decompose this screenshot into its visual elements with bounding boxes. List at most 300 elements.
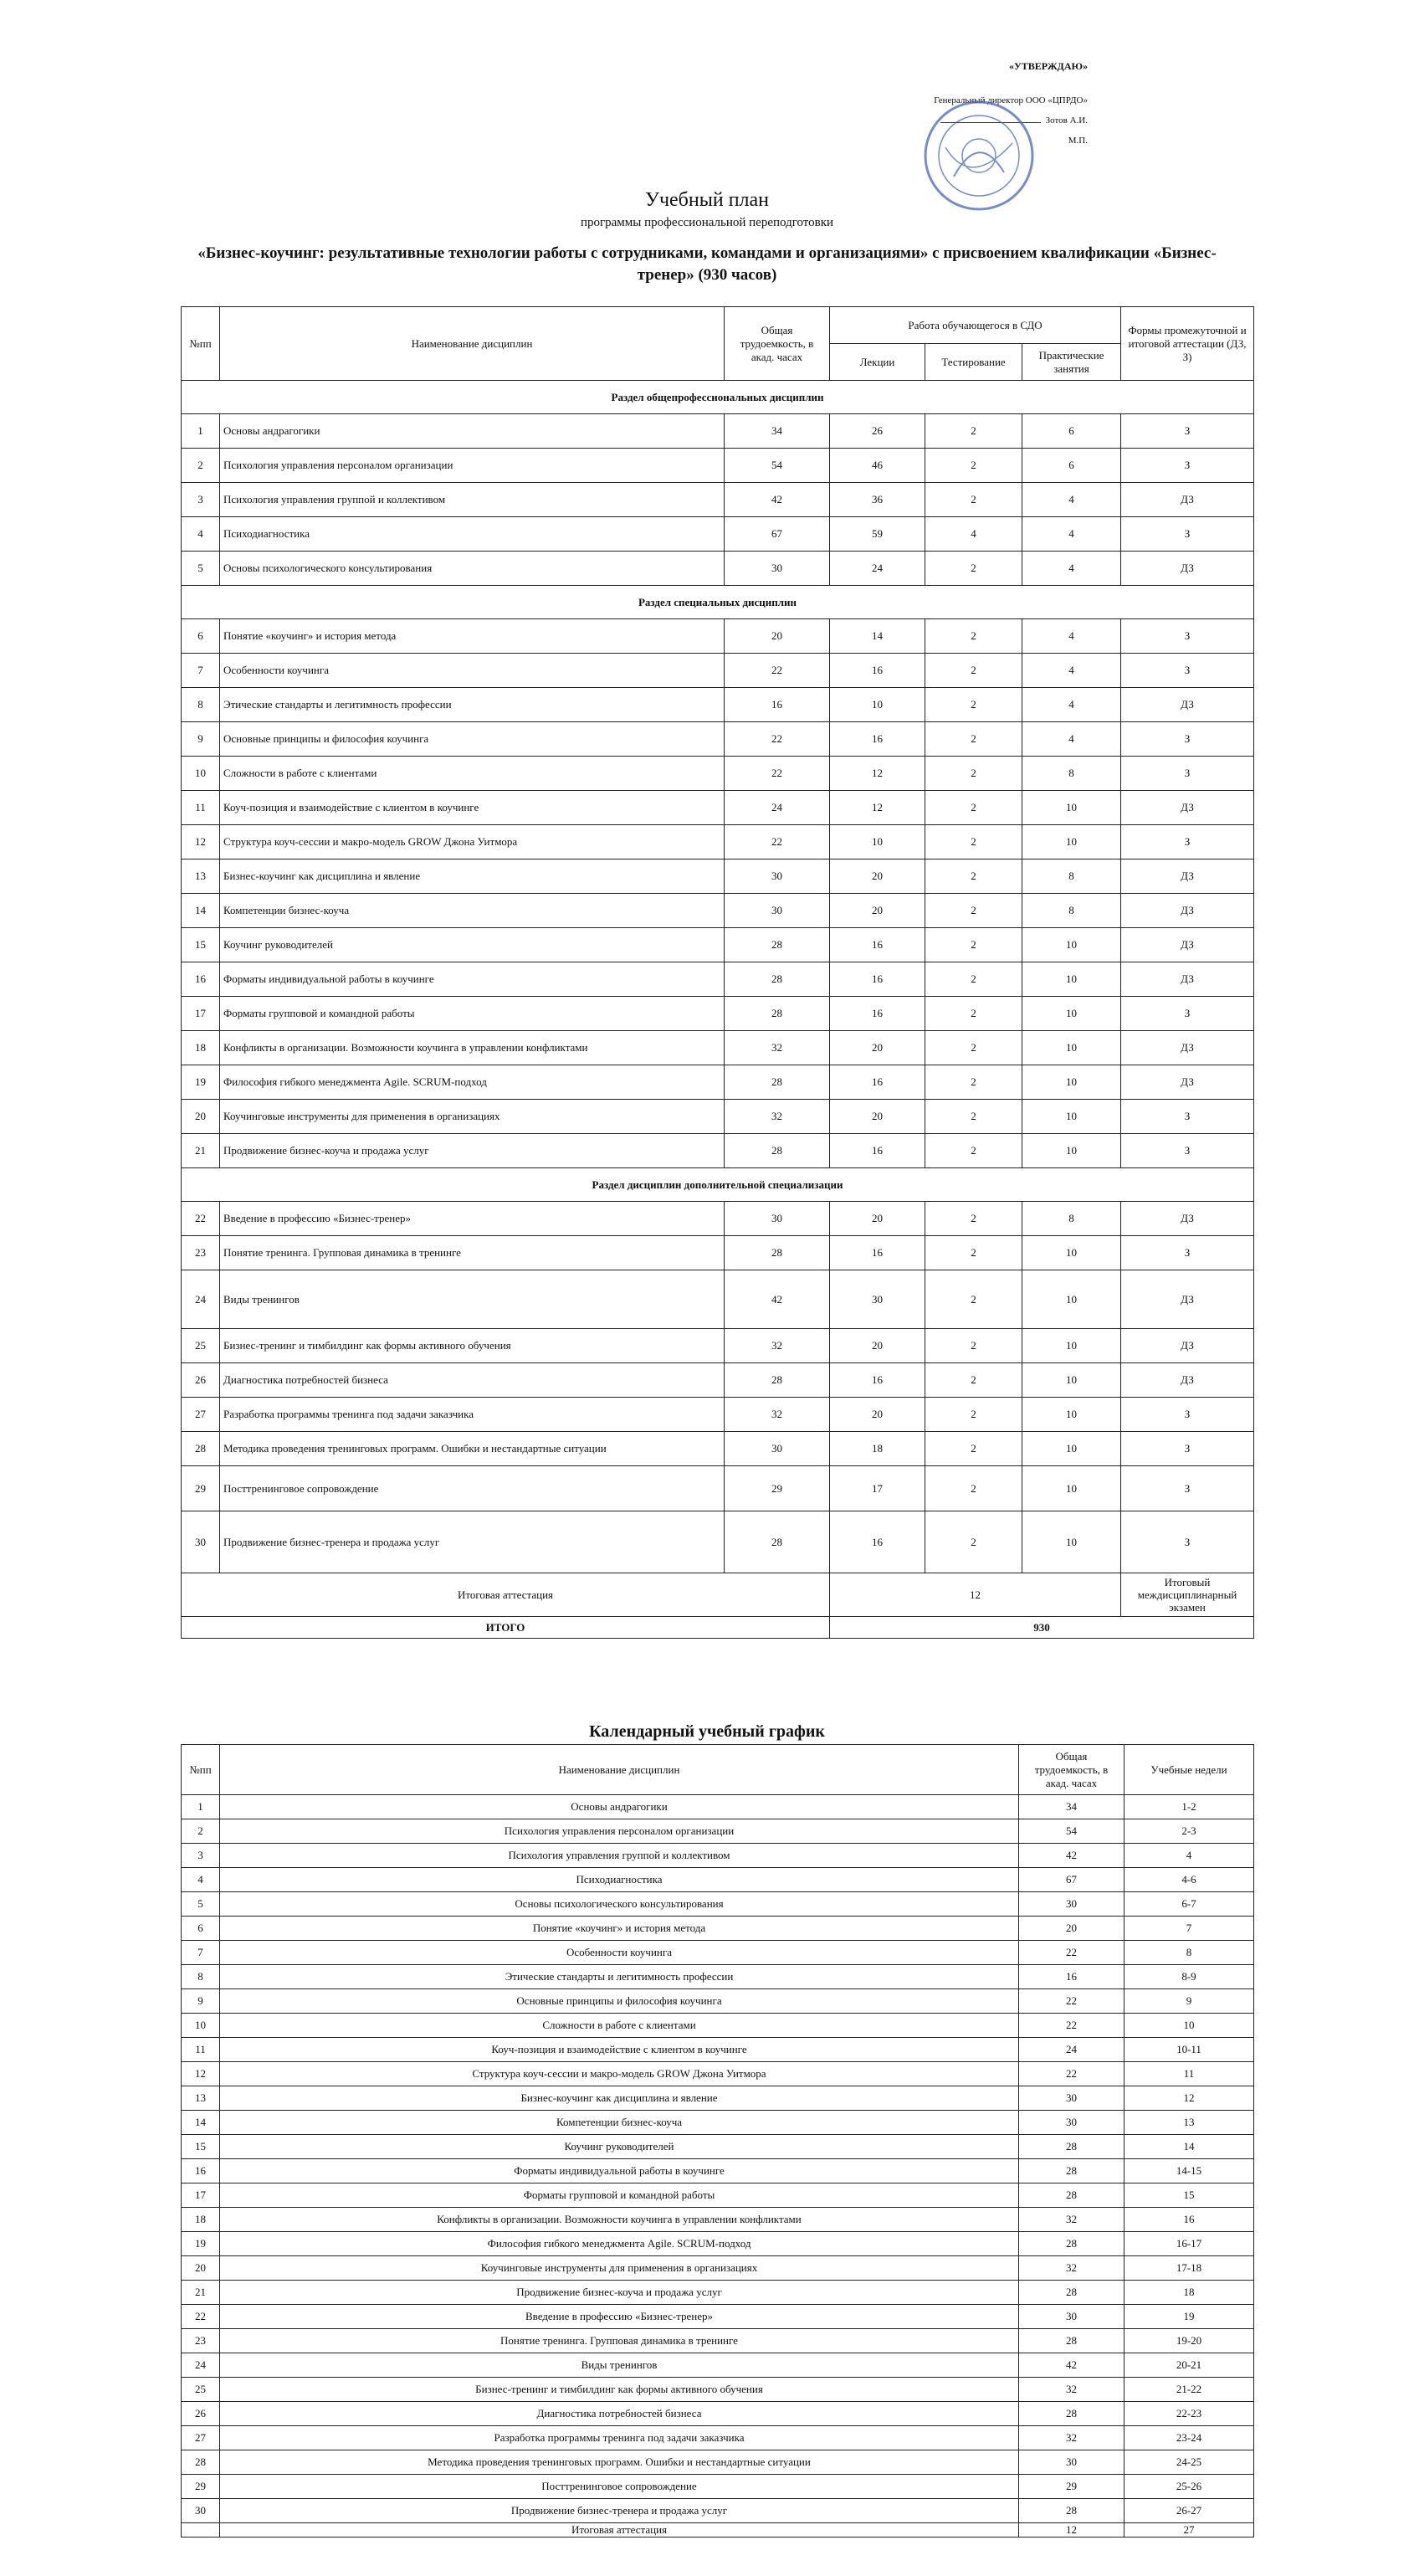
table-row [182,825,1254,860]
cell-num: 22 [182,1202,220,1236]
cell-form: ДЗ [1121,1363,1254,1398]
calendar-title: Календарный учебный график [589,1722,825,1741]
cal-cell-hours: 54 [1019,1819,1125,1844]
cell-hours: 28 [725,1511,830,1573]
cell-lectures: 30 [830,1270,925,1329]
table-row [182,1270,1254,1329]
cell-name: Конфликты в организации. Возможности коучинга в управлении конфликтами [220,1031,725,1065]
cell-hours: 22 [725,757,830,791]
cell-testing: 2 [925,1432,1022,1466]
cell-num: 24 [182,1270,220,1329]
cell-hours: 32 [725,1329,830,1363]
cal-cell-num: 24 [182,2353,220,2378]
cell-name: Сложности в работе с клиентами [220,757,725,791]
cell-num: 15 [182,928,220,962]
cal-cell-num: 2 [182,1819,220,1844]
cell-practice: 4 [1022,619,1121,654]
cell-name: Основы психологического консультирования [220,552,725,586]
cal-cell-name: Продвижение бизнес-тренера и продажа услуг [220,2499,1019,2523]
cell-form: З [1121,722,1254,757]
cell-num: 30 [182,1511,220,1573]
cal-cell-hours: 16 [1019,1965,1125,1989]
cell-hours: 28 [725,1065,830,1100]
cal-cell-name: Понятие тренинга. Групповая динамика в тренинге [220,2329,1019,2353]
cal-cell-hours: 24 [1019,2038,1125,2062]
cell-lectures: 16 [830,997,925,1031]
cell-hours: 32 [725,1398,830,1432]
cell-practice: 10 [1022,928,1121,962]
cal-cell-name: Особенности коучинга [220,1941,1019,1965]
cal-cell-num: 10 [182,2014,220,2038]
cell-num: 5 [182,552,220,586]
cell-hours: 30 [725,894,830,928]
section-title: Раздел дисциплин дополнительной специализации [182,1168,1254,1202]
cal-cell-name: Коуч-позиция и взаимодействие с клиентом в коучинге [220,2038,1019,2062]
cell-name: Методика проведения тренинговых программ. Ошибки и нестандартные ситуации [220,1432,725,1466]
calendar-row [182,1819,1254,1844]
table-row [182,1466,1254,1511]
cell-form: ДЗ [1121,1065,1254,1100]
cell-form: ДЗ [1121,894,1254,928]
cell-lectures: 16 [830,722,925,757]
cal-cell-hours: 28 [1019,2329,1125,2353]
cell-name: Бизнес-тренинг и тимбилдинг как формы активного обучения [220,1329,725,1363]
cell-form: ДЗ [1121,860,1254,894]
cell-lectures: 16 [830,928,925,962]
cal-cell-hours: 42 [1019,2353,1125,2378]
calendar-row [182,2135,1254,2159]
cell-name: Психодиагностика [220,517,725,552]
cell-form: З [1121,997,1254,1031]
cal-cell-num: 4 [182,1868,220,1892]
cell-name: Структура коуч-сессии и макро-модель GROW Джона Уитмора [220,825,725,860]
cal-cell-name: Психология управления группой и коллективом [220,1844,1019,1868]
cal-cell-name: Основы андрагогики [220,1795,1019,1819]
calendar-row [182,1795,1254,1819]
cell-practice: 10 [1022,1065,1121,1100]
cell-practice: 10 [1022,1100,1121,1134]
cal-cell-name: Форматы групповой и командной работы [220,2183,1019,2208]
cell-testing: 2 [925,791,1022,825]
cell-hours: 42 [725,1270,830,1329]
table-row [182,860,1254,894]
cell-name: Разработка программы тренинга под задачи заказчика [220,1398,725,1432]
cell-practice: 10 [1022,791,1121,825]
table-row [182,1031,1254,1065]
cell-form: З [1121,1466,1254,1511]
cal-final-hours: 12 [1019,2523,1125,2538]
cell-name: Виды тренингов [220,1270,725,1329]
cell-form: З [1121,757,1254,791]
cell-num: 26 [182,1363,220,1398]
cell-practice: 10 [1022,1270,1121,1329]
cal-cell-hours: 22 [1019,2014,1125,2038]
cell-name: Этические стандарты и легитимность профессии [220,688,725,722]
calendar-table [181,1744,1254,2538]
cell-testing: 2 [925,1363,1022,1398]
cell-hours: 28 [725,1134,830,1168]
cal-cell-hours: 28 [1019,2281,1125,2305]
calendar-row [182,2183,1254,2208]
cell-form: З [1121,1398,1254,1432]
cell-lectures: 16 [830,1236,925,1270]
cell-form: ДЗ [1121,962,1254,997]
cell-hours: 28 [725,928,830,962]
cell-testing: 2 [925,1134,1022,1168]
table-row [182,1065,1254,1100]
final-form: Итоговый междисциплинарный экзамен [1121,1573,1254,1617]
cell-num: 23 [182,1236,220,1270]
cal-cell-num: 13 [182,2086,220,2111]
cell-practice: 10 [1022,1134,1121,1168]
table-row [182,1202,1254,1236]
table-row [182,414,1254,449]
cal-cell-name: Основы психологического консультирования [220,1892,1019,1917]
section-title: Раздел специальных дисциплин [182,586,1254,619]
cal-cell-weeks: 7 [1125,1917,1254,1941]
cal-cell-weeks: 13 [1125,2111,1254,2135]
calendar-row [182,2499,1254,2523]
cal-cell-hours: 32 [1019,2426,1125,2450]
cell-num: 8 [182,688,220,722]
section-row [182,381,1254,414]
cal-cell-name: Философия гибкого менеджмента Agile. SCRUM-подход [220,2232,1019,2256]
col-practice-header: Практические занятия [1022,344,1121,381]
cal-cell-name: Сложности в работе с клиентами [220,2014,1019,2038]
approval-position: Генеральный директор ООО «ЦПРДО» [934,95,1088,105]
calendar-row [182,1941,1254,1965]
cell-num: 19 [182,1065,220,1100]
cal-final-name: Итоговая аттестация [220,2523,1019,2538]
approval-name-text: Зотов А.И. [1045,115,1088,126]
cell-num: 2 [182,449,220,483]
cal-cell-name: Посттренинговое сопровождение [220,2475,1019,2499]
cell-form: ДЗ [1121,1031,1254,1065]
total-label: ИТОГО [182,1617,830,1639]
cal-cell-num: 26 [182,2402,220,2426]
cell-form: ДЗ [1121,1270,1254,1329]
table-row [182,688,1254,722]
cell-hours: 30 [725,1432,830,1466]
cal-cell-hours: 42 [1019,1844,1125,1868]
cell-hours: 54 [725,449,830,483]
table-row [182,654,1254,688]
table-row [182,619,1254,654]
cell-name: Основы андрагогики [220,414,725,449]
cal-cell-hours: 30 [1019,2305,1125,2329]
calendar-row [182,2159,1254,2183]
cal-cell-weeks: 23-24 [1125,2426,1254,2450]
cal-cell-hours: 28 [1019,2232,1125,2256]
calendar-row [182,1917,1254,1941]
cal-cell-name: Основные принципы и философия коучинга [220,1989,1019,2014]
cell-lectures: 10 [830,688,925,722]
cal-cell-weeks: 15 [1125,2183,1254,2208]
table-row [182,928,1254,962]
cal-cell-weeks: 4 [1125,1844,1254,1868]
table-row [182,757,1254,791]
cal-cell-name: Бизнес-тренинг и тимбилдинг как формы активного обучения [220,2378,1019,2402]
cell-testing: 2 [925,1236,1022,1270]
cell-practice: 6 [1022,449,1121,483]
cell-name: Форматы групповой и командной работы [220,997,725,1031]
program-name: «Бизнес-коучинг: результативные технологии работы с сотрудниками, командами и организациями» с присвоением квалификации «Бизнес-тренер» (930 часов) [197,244,1217,284]
cal-cell-weeks: 16 [1125,2208,1254,2232]
curriculum-table [181,306,1254,1639]
cell-practice: 10 [1022,1511,1121,1573]
table-row [182,1329,1254,1363]
cal-cell-weeks: 10 [1125,2014,1254,2038]
cell-practice: 10 [1022,1236,1121,1270]
cell-practice: 6 [1022,414,1121,449]
cell-form: З [1121,1134,1254,1168]
calendar-row [182,1989,1254,2014]
cell-num: 1 [182,414,220,449]
final-label: Итоговая аттестация [182,1573,830,1617]
cell-testing: 2 [925,1398,1022,1432]
cal-cell-num: 28 [182,2450,220,2475]
calendar-row [182,2281,1254,2305]
calendar-row [182,2111,1254,2135]
cal-col-name-header: Наименование дисциплин [220,1745,1019,1795]
calendar-row [182,2305,1254,2329]
cell-practice: 8 [1022,860,1121,894]
calendar-row [182,1965,1254,1989]
col-work-header: Работа обучающегося в СДО [830,307,1121,344]
calendar-row [182,2038,1254,2062]
cell-hours: 28 [725,997,830,1031]
cell-num: 10 [182,757,220,791]
section-title: Раздел общепрофессиональных дисциплин [182,381,1254,414]
cell-practice: 4 [1022,688,1121,722]
cal-cell-name: Психология управления персоналом организации [220,1819,1019,1844]
cell-hours: 24 [725,791,830,825]
cal-col-hours-header: Общая трудоемкость, в акад. часах [1019,1745,1125,1795]
cal-cell-name: Коучинговые инструменты для применения в организациях [220,2256,1019,2281]
cell-name: Понятие «коучинг» и история метода [220,619,725,654]
cell-practice: 8 [1022,757,1121,791]
cell-form: ДЗ [1121,552,1254,586]
cal-cell-name: Виды тренингов [220,2353,1019,2378]
table-row [182,449,1254,483]
cell-name: Продвижение бизнес-тренера и продажа услуг [220,1511,725,1573]
col-forms-header: Формы промежуточной и итоговой аттестации (ДЗ, З) [1121,307,1254,381]
cal-cell-num: 15 [182,2135,220,2159]
cal-cell-name: Методика проведения тренинговых программ. Ошибки и нестандартные ситуации [220,2450,1019,2475]
cell-testing: 2 [925,722,1022,757]
table-row [182,517,1254,552]
cell-num: 18 [182,1031,220,1065]
cell-num: 27 [182,1398,220,1432]
cell-lectures: 10 [830,825,925,860]
table-row [182,894,1254,928]
cell-form: ДЗ [1121,688,1254,722]
cal-cell-hours: 34 [1019,1795,1125,1819]
col-hours-header: Общая трудоемкость, в акад. часах [725,307,830,381]
cell-form: З [1121,1511,1254,1573]
cal-cell-weeks: 26-27 [1125,2499,1254,2523]
cell-num: 25 [182,1329,220,1363]
calendar-row [182,2232,1254,2256]
cal-col-num-header: №пп [182,1745,220,1795]
cal-cell-hours: 22 [1019,1989,1125,2014]
cell-name: Основные принципы и философия коучинга [220,722,725,757]
plan-title: Учебный план [644,189,770,211]
cal-cell-num: 7 [182,1941,220,1965]
cal-cell-weeks: 20-21 [1125,2353,1254,2378]
cell-lectures: 24 [830,552,925,586]
cell-testing: 2 [925,1065,1022,1100]
cell-practice: 10 [1022,825,1121,860]
cell-practice: 10 [1022,1432,1121,1466]
cell-hours: 20 [725,619,830,654]
cal-cell-weeks: 8-9 [1125,1965,1254,1989]
cal-cell-weeks: 17-18 [1125,2256,1254,2281]
cell-practice: 4 [1022,722,1121,757]
cal-cell-num: 29 [182,2475,220,2499]
final-attestation-row [182,1573,1254,1617]
cell-num: 7 [182,654,220,688]
cell-practice: 10 [1022,1329,1121,1363]
calendar-row [182,2014,1254,2038]
cell-testing: 2 [925,997,1022,1031]
cal-cell-num: 27 [182,2426,220,2450]
cell-form: ДЗ [1121,483,1254,517]
cell-testing: 2 [925,552,1022,586]
calendar-final-row [182,2523,1254,2538]
cell-testing: 2 [925,1329,1022,1363]
cell-hours: 42 [725,483,830,517]
cell-testing: 2 [925,483,1022,517]
cell-hours: 29 [725,1466,830,1511]
cell-num: 20 [182,1100,220,1134]
cal-cell-name: Этические стандарты и легитимность профессии [220,1965,1019,1989]
table-row [182,997,1254,1031]
cell-hours: 67 [725,517,830,552]
cal-cell-name: Продвижение бизнес-коуча и продажа услуг [220,2281,1019,2305]
cell-lectures: 36 [830,483,925,517]
cell-lectures: 18 [830,1432,925,1466]
plan-subtitle: программы профессиональной переподготовки [580,216,834,229]
cell-testing: 2 [925,757,1022,791]
cal-cell-weeks: 2-3 [1125,1819,1254,1844]
cal-cell-weeks: 19 [1125,2305,1254,2329]
table-row [182,483,1254,517]
cell-testing: 2 [925,449,1022,483]
cell-lectures: 20 [830,894,925,928]
cell-hours: 32 [725,1031,830,1065]
cell-form: З [1121,619,1254,654]
cell-practice: 10 [1022,962,1121,997]
table-row [182,722,1254,757]
cal-cell-weeks: 8 [1125,1941,1254,1965]
cal-cell-num: 14 [182,2111,220,2135]
cell-num: 17 [182,997,220,1031]
cal-cell-num: 5 [182,1892,220,1917]
cell-num: 28 [182,1432,220,1466]
table-row [182,962,1254,997]
cell-form: ДЗ [1121,1329,1254,1363]
cal-cell-num: 16 [182,2159,220,2183]
cal-cell-num: 6 [182,1917,220,1941]
cell-testing: 4 [925,517,1022,552]
cal-cell-hours: 28 [1019,2183,1125,2208]
calendar-row [182,2062,1254,2086]
cell-form: З [1121,1432,1254,1466]
cell-testing: 2 [925,894,1022,928]
table-row [182,1134,1254,1168]
cal-cell-hours: 28 [1019,2402,1125,2426]
cell-form: З [1121,825,1254,860]
cell-lectures: 16 [830,962,925,997]
cell-testing: 2 [925,688,1022,722]
cell-lectures: 20 [830,1100,925,1134]
cell-name: Понятие тренинга. Групповая динамика в тренинге [220,1236,725,1270]
cal-cell-weeks: 22-23 [1125,2402,1254,2426]
cell-num: 3 [182,483,220,517]
cell-testing: 2 [925,654,1022,688]
cal-cell-weeks: 11 [1125,2062,1254,2086]
cell-hours: 22 [725,825,830,860]
cal-cell-hours: 20 [1019,1917,1125,1941]
cal-cell-weeks: 25-26 [1125,2475,1254,2499]
col-lectures-header: Лекции [830,344,925,381]
cell-name: Бизнес-коучинг как дисциплина и явление [220,860,725,894]
table-row [182,1100,1254,1134]
cal-cell-hours: 32 [1019,2208,1125,2232]
cell-practice: 10 [1022,1466,1121,1511]
cell-lectures: 14 [830,619,925,654]
cal-cell-weeks: 4-6 [1125,1868,1254,1892]
cal-cell-num: 1 [182,1795,220,1819]
cal-cell-hours: 28 [1019,2499,1125,2523]
cell-testing: 2 [925,1270,1022,1329]
calendar-row [182,1868,1254,1892]
cal-cell-hours: 22 [1019,2062,1125,2086]
cal-cell-hours: 29 [1019,2475,1125,2499]
cell-num: 14 [182,894,220,928]
cell-lectures: 16 [830,1065,925,1100]
cal-cell-name: Психодиагностика [220,1868,1019,1892]
cell-lectures: 46 [830,449,925,483]
cell-name: Посттренинговое сопровождение [220,1466,725,1511]
cell-practice: 10 [1022,1363,1121,1398]
approval-title: «УТВЕРЖДАЮ» [1008,60,1088,72]
calendar-row [182,2475,1254,2499]
cell-lectures: 20 [830,1031,925,1065]
cell-lectures: 26 [830,414,925,449]
cell-form: ДЗ [1121,791,1254,825]
cell-practice: 8 [1022,894,1121,928]
cell-testing: 2 [925,928,1022,962]
cell-form: ДЗ [1121,928,1254,962]
cal-cell-weeks: 14-15 [1125,2159,1254,2183]
cal-cell-name: Коучинг руководителей [220,2135,1019,2159]
cell-lectures: 20 [830,860,925,894]
cell-form: ДЗ [1121,1202,1254,1236]
cal-cell-num: 23 [182,2329,220,2353]
cell-practice: 10 [1022,997,1121,1031]
cal-cell-weeks: 10-11 [1125,2038,1254,2062]
cal-cell-num: 19 [182,2232,220,2256]
cal-cell-name: Компетенции бизнес-коуча [220,2111,1019,2135]
cell-name: Форматы индивидуальной работы в коучинге [220,962,725,997]
cal-cell-num: 3 [182,1844,220,1868]
cal-cell-hours: 28 [1019,2135,1125,2159]
calendar-row [182,2353,1254,2378]
cell-name: Особенности коучинга [220,654,725,688]
cell-practice: 10 [1022,1398,1121,1432]
